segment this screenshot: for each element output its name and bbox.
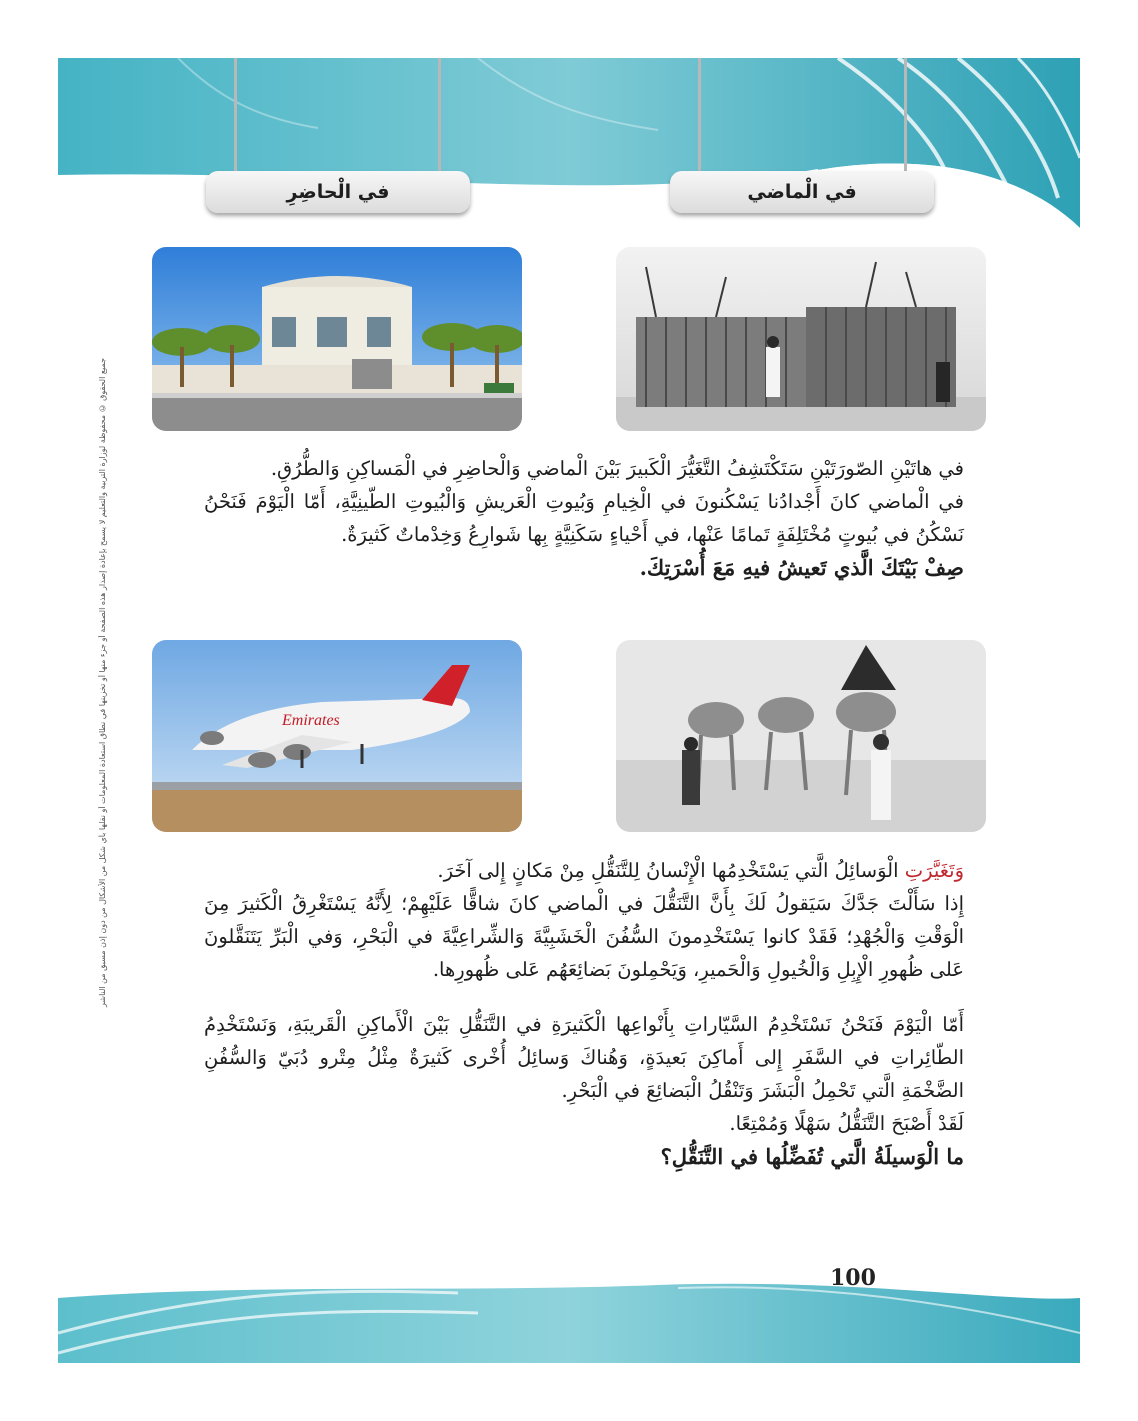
airplane-livery-text: Emirates bbox=[282, 712, 340, 729]
label-hanger bbox=[234, 58, 237, 173]
question-describe-home: صِفْ بَيْتَكَ الَّذي تَعيشُ فيهِ مَعَ أُسْرَتِكَ. bbox=[639, 555, 964, 580]
present-transport-paragraph: أَمّا الْيَوْمَ فَنَحْنُ نَسْتَخْدِمُ السَّيّاراتِ بِأَنْواعِها الْكَثيرَةِ في التَّنَقُّلِ بَيْنَ الْأَماكِنِ الْقَريبَةِ، وَنَسْتَخْدِمُ الطّائِراتِ في السَّفَرِ إِلى أَماكِنَ بَعيدَةٍ، وَهُناكَ وَسائِلُ أُخْرى كَثيرَةٌ مِثْلُ مِتْرو دُبَيّ وَالسُّفُنِ الضَّخْمَةِ الَّتي تَحْمِلُ الْبَشَرَ وَتَنْقُلُ الْبَضائِعَ في الْبَحْرِ. bbox=[204, 1013, 964, 1102]
label-past: في الْماضي bbox=[670, 171, 934, 213]
conclusion-line: لَقَدْ أَصْبَحَ التَّنَقُّلُ سَهْلًا وَمُمْتِعًا. bbox=[729, 1112, 964, 1135]
modern-villa-photo bbox=[152, 247, 522, 431]
label-hanger bbox=[438, 58, 441, 173]
highlighted-word: وَتَغَيَّرَتِ bbox=[904, 859, 964, 882]
past-transport-paragraph: إِذا سَأَلْتَ جَدَّكَ سَيَقولُ لَكَ بِأَنَّ التَّنَقُّلَ في الْماضي كانَ شاقًّا عَلَيْهِمْ؛ لِأَنَّهُ يَسْتَغْرِقُ الْكَثيرَ مِنَ الْوَقْتِ وَالْجُهْدِ؛ فَقَدْ كانوا يَسْتَخْدِمونَ السُّفُنَ الْخَشَبِيَّةَ وَالشِّراعِيَّةَ في الْبَحْرِ، وَفي الْبَرِّ يَتَنَقَّلونَ عَلى ظُهورِ الْإِبِلِ وَالْخُيولِ وَالْحَميرِ، وَيَحْمِلونَ بَضائِعَهُم عَلى ظُهورِها. bbox=[204, 892, 964, 981]
transport-text-block bbox=[204, 854, 964, 1173]
copyright-side-note: جميع الحقوق © محفوظة لوزارة التربية والتعليم لا يسمح بإعادة إصدار هذه الصفحة أو جزء منها أو تخزينها في نطاق استعادة المعلومات أو نقلها بأي شكل من الأشكال من دون إذن مسبق من الناشر bbox=[98, 358, 107, 1008]
housing-text-block bbox=[204, 452, 964, 584]
page-number: 100 bbox=[830, 1265, 876, 1291]
housing-paragraph: في الْماضي كانَ أَجْدادُنا يَسْكُنونَ في الْخِيامِ وَبُيوتِ الْعَريشِ وَالْبُيوتِ الطّينِيَّةِ، أَمّا الْيَوْمَ فَنَحْنُ نَسْكُنُ في بُيوتٍ مُخْتَلِفَةٍ تَمامًا عَنْها، في أَحْياءٍ سَكَنِيَّةٍ بِها شَوارِعُ وَخِدْماتٌ كَثيرَةٌ. bbox=[204, 490, 964, 546]
bottom-decorative-band bbox=[58, 1273, 1080, 1363]
label-hanger bbox=[904, 58, 907, 173]
top-decorative-band bbox=[58, 58, 1080, 243]
question-preferred-transport: ما الْوَسيلَةُ الَّتي تُفَضِّلُها في التَّنَقُّلِ؟ bbox=[660, 1144, 964, 1169]
camels-photo bbox=[616, 640, 986, 832]
label-present: في الْحاضِرِ bbox=[206, 171, 470, 213]
intro-paragraph: في هاتَيْنِ الصّورَتَيْنِ سَتَكْتَشِفُ التَّغَيُّرَ الْكَبيرَ بَيْنَ الْماضي وَالْحاضِرِ في الْمَساكِنِ وَالطُّرُقِ. bbox=[270, 457, 964, 480]
airplane-photo bbox=[152, 640, 522, 832]
transport-intro-rest: الْوَسائِلُ الَّتي يَسْتَخْدِمُها الْإِنْسانُ لِلتَّنَقُّلِ مِنْ مَكانٍ إِلى آخَرَ. bbox=[437, 859, 905, 882]
label-hanger bbox=[698, 58, 701, 173]
old-arish-houses-photo bbox=[616, 247, 986, 431]
transport-intro-paragraph bbox=[204, 854, 964, 887]
